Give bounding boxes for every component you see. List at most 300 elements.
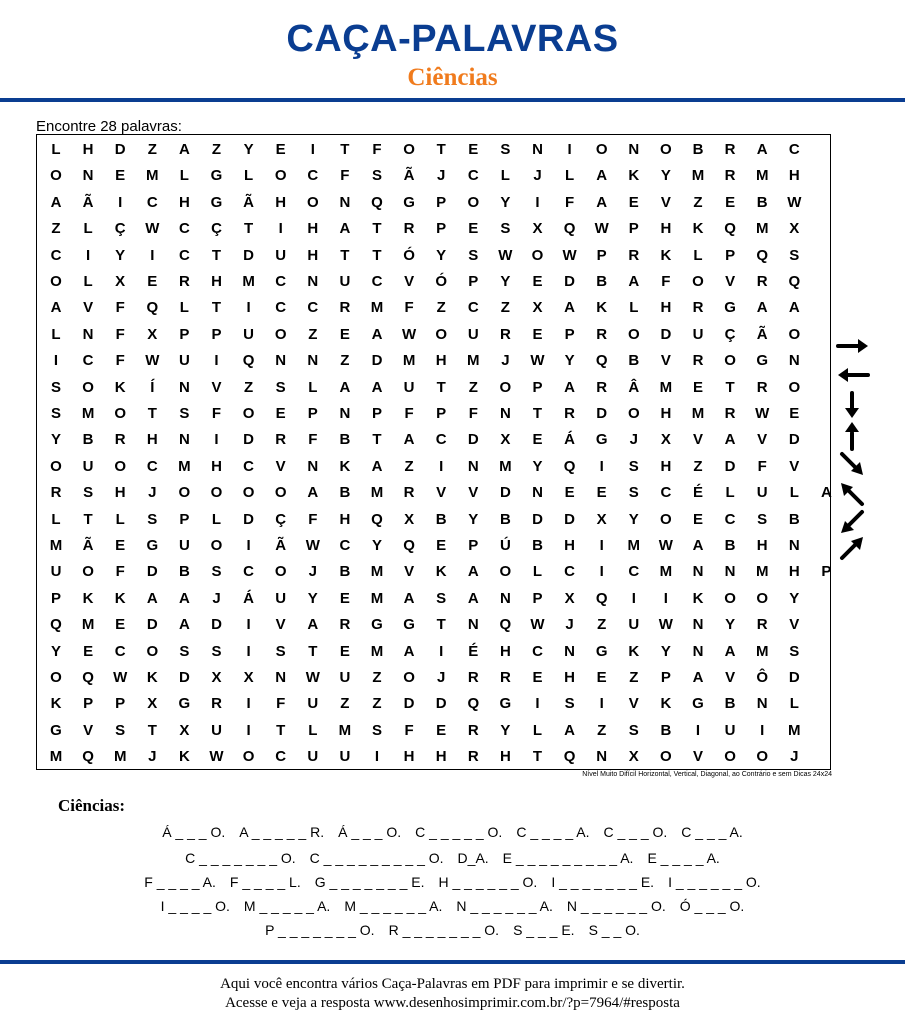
grid-letter: M: [49, 537, 63, 554]
clue-word: C _ _ _ O.: [603, 824, 668, 840]
grid-letter: B: [596, 273, 608, 290]
grid-letter: T: [372, 431, 382, 449]
page-title: CAÇA-PALAVRAS: [286, 18, 619, 60]
grid-letter: P: [596, 246, 607, 264]
grid-letter: E: [339, 325, 350, 343]
grid-letter: A: [820, 484, 832, 502]
grid-letter: O: [499, 378, 512, 396]
top-divider: [0, 98, 905, 102]
grid-letter: A: [403, 431, 415, 449]
grid-letter: O: [724, 589, 736, 607]
grid-letter: E: [532, 325, 543, 343]
grid-letter: Q: [724, 220, 736, 238]
grid-letter: R: [339, 616, 351, 634]
grid-letter: O: [724, 748, 736, 766]
grid-letter: L: [500, 167, 510, 185]
clue-word: Á _ _ _ O.: [162, 824, 226, 840]
grid-letter: G: [146, 537, 159, 554]
grid-letter: O: [756, 589, 769, 607]
grid-letter: H: [178, 193, 190, 211]
grid-letter: V: [692, 431, 703, 449]
grid-letter: A: [692, 669, 704, 686]
grid-letter: O: [435, 325, 448, 343]
grid-letter: C: [339, 537, 351, 554]
grid-letter: J: [437, 669, 446, 686]
grid-letter: H: [211, 273, 222, 290]
grid-letter: W: [562, 246, 577, 264]
grid-letter: A: [50, 193, 62, 211]
grid-letter: Y: [50, 642, 61, 660]
grid-letter: W: [755, 405, 770, 422]
grid-letter: B: [628, 352, 640, 370]
grid-letter: V: [436, 484, 447, 502]
grid-letter: G: [692, 695, 704, 713]
grid-letter: P: [468, 537, 479, 554]
grid-letter: G: [499, 695, 512, 713]
grid-letter: Z: [500, 299, 510, 317]
grid-letter: T: [532, 748, 543, 766]
grid-letter: P: [436, 405, 447, 422]
grid-letter: I: [278, 220, 283, 238]
clue-word: E _ _ _ _ _ _ _ _ _ A.: [502, 850, 634, 866]
clue-word: C _ _ _ _ _ _ _ _ _ O.: [309, 850, 444, 866]
grid-letter: W: [305, 669, 320, 686]
grid-letter: D: [211, 616, 222, 634]
grid-letter: K: [596, 299, 608, 317]
grid-letter: G: [595, 642, 608, 660]
grid-letter: Ç: [275, 510, 287, 528]
grid-letter: U: [403, 378, 415, 396]
grid-letter: D: [724, 457, 736, 475]
grid-letter: Y: [371, 537, 382, 554]
arrow-up-left-icon: [841, 483, 862, 504]
grid-letter: J: [790, 748, 799, 766]
grid-letter: A: [596, 167, 608, 185]
grid-letter: E: [468, 141, 479, 158]
grid-letter: C: [307, 299, 319, 317]
grid-letter: I: [695, 721, 701, 739]
grid-letter: V: [275, 457, 286, 475]
grid-letter: E: [275, 141, 286, 158]
grid-letter: U: [275, 589, 287, 607]
grid-letter: N: [564, 642, 576, 660]
grid-letter: K: [628, 167, 640, 185]
grid-letter: T: [436, 378, 446, 396]
grid-letter: N: [756, 695, 768, 713]
grid-letter: F: [115, 325, 125, 343]
grid-letter: F: [340, 167, 350, 185]
grid-letter: W: [145, 352, 160, 370]
grid-letter: A: [756, 299, 768, 317]
grid-letter: Ó: [435, 273, 448, 290]
grid-letter: A: [307, 616, 319, 634]
grid-letter: M: [755, 642, 769, 660]
grid-letter: T: [147, 405, 157, 422]
grid-letter: M: [659, 563, 673, 581]
grid-letter: T: [372, 220, 382, 238]
grid-letter: O: [403, 141, 415, 158]
grid-letter: E: [532, 669, 543, 686]
grid-letter: C: [467, 299, 479, 317]
grid-letter: S: [371, 721, 382, 739]
grid-letter: Ã: [756, 325, 768, 343]
grid-letter: A: [371, 378, 383, 396]
grid-letter: M: [402, 352, 416, 370]
grid-letter: Y: [500, 273, 511, 290]
grid-letter: D: [532, 510, 543, 528]
grid-letter: W: [113, 669, 128, 686]
arrow-down-right-icon: [842, 454, 863, 475]
grid-letter: N: [788, 537, 800, 554]
grid-letter: A: [628, 273, 640, 290]
grid-letter: N: [339, 193, 351, 211]
grid-letter: H: [660, 457, 672, 475]
grid-letter: P: [179, 510, 190, 528]
grid-letter: E: [147, 273, 158, 290]
grid-letter: Z: [597, 616, 607, 634]
grid-letter: H: [114, 484, 126, 502]
clue-word: C _ _ _ _ _ O.: [415, 824, 503, 840]
grid-letter: E: [275, 405, 286, 422]
grid-letter: M: [113, 748, 127, 766]
grid-letter: Ó: [403, 246, 415, 264]
grid-letter: S: [436, 589, 447, 607]
grid-letter: R: [403, 484, 415, 502]
grid-letter: E: [83, 642, 94, 660]
instruction-text: Encontre 28 palavras:: [36, 118, 182, 135]
grid-letter: E: [564, 484, 575, 502]
grid-letter: R: [756, 378, 768, 396]
grid-letter: N: [499, 405, 511, 422]
grid-letter: N: [692, 563, 704, 581]
grid-letter: A: [724, 642, 736, 660]
grid-letter: X: [628, 748, 639, 766]
grid-letter: F: [211, 405, 222, 422]
grid-letter: R: [596, 378, 608, 396]
grid-letter: Z: [51, 220, 61, 238]
grid-letter: H: [564, 669, 576, 686]
grid-letter: B: [499, 510, 511, 528]
grid-letter: O: [178, 484, 191, 502]
grid-letter: O: [660, 141, 672, 158]
grid-letter: Q: [403, 537, 415, 554]
bottom-divider: [0, 960, 905, 964]
grid-letter: O: [627, 405, 640, 422]
grid-letter: U: [339, 748, 351, 766]
grid-letter: O: [50, 457, 62, 475]
grid-letter: H: [146, 431, 158, 449]
grid-letter: Ã: [82, 537, 94, 554]
grid-letter: R: [467, 721, 479, 739]
grid-letter: Q: [499, 616, 512, 634]
grid-letter: I: [599, 695, 604, 713]
grid-letter: R: [564, 405, 576, 422]
grid-letter: P: [83, 695, 94, 713]
grid-letter: M: [659, 378, 673, 396]
clue-word: N _ _ _ _ _ _ O.: [566, 898, 666, 914]
grid-letter: M: [755, 563, 769, 581]
grid-letter: E: [339, 642, 350, 660]
grid-letter: P: [532, 378, 543, 396]
grid-letter: H: [435, 748, 447, 766]
grid-letter: P: [211, 325, 222, 343]
grid-letter: V: [725, 669, 736, 686]
grid-letter: N: [467, 457, 479, 475]
grid-letter: O: [724, 352, 736, 370]
grid-letter: É: [468, 642, 479, 660]
arrow-down-left-icon: [841, 512, 862, 533]
clue-word: R _ _ _ _ _ _ _ O.: [388, 922, 500, 938]
grid-letter: G: [371, 616, 383, 634]
grid-letter: Y: [243, 141, 254, 158]
word-search-grid: [36, 134, 831, 770]
grid-letter: L: [789, 484, 799, 502]
clue-word: S _ _ _ E.: [513, 922, 575, 938]
grid-letter: S: [468, 246, 479, 264]
grid-letter: C: [243, 457, 255, 475]
grid-letter: O: [788, 378, 801, 396]
grid-letter: N: [532, 484, 543, 502]
grid-letter: N: [499, 589, 511, 607]
grid-letter: A: [724, 431, 736, 449]
grid-letter: Y: [468, 510, 479, 528]
grid-letter: S: [179, 642, 190, 660]
clue-word: C _ _ _ _ A.: [516, 824, 590, 840]
grid-letter: S: [564, 695, 575, 713]
grid-letter: M: [370, 563, 384, 581]
grid-letter: H: [275, 193, 287, 211]
grid-letter: P: [179, 325, 190, 343]
grid-letter: Z: [308, 325, 318, 343]
grid-letter: O: [531, 246, 544, 264]
grid-letter: C: [178, 220, 190, 238]
grid-letter: O: [114, 457, 127, 475]
grid-letter: W: [530, 616, 545, 634]
grid-letter: K: [660, 246, 672, 264]
grid-letter: O: [692, 273, 704, 290]
grid-letter: V: [789, 616, 800, 634]
grid-letter: F: [372, 141, 382, 158]
grid-letter: E: [115, 167, 126, 185]
grid-letter: T: [436, 141, 446, 158]
grid-letter: K: [660, 695, 672, 713]
grid-letter: A: [371, 457, 383, 475]
grid-letter: M: [691, 167, 705, 185]
clue-word: I _ _ _ _ _ _ _ E.: [551, 874, 655, 890]
clue-word: D_A.: [457, 850, 489, 866]
grid-letter: Ú: [499, 537, 511, 554]
grid-letter: Q: [371, 193, 383, 211]
grid-letter: L: [211, 510, 222, 528]
grid-letter: O: [274, 325, 287, 343]
grid-letter: I: [599, 563, 604, 581]
grid-letter: E: [115, 616, 126, 634]
clue-row: [0, 850, 905, 866]
grid-letter: V: [404, 273, 415, 290]
grid-letter: S: [371, 167, 382, 185]
grid-letter: J: [565, 616, 574, 634]
arrow-left-icon: [838, 368, 868, 382]
grid-letter: U: [243, 325, 255, 343]
grid-letter: D: [788, 669, 800, 686]
clue-row: [0, 922, 905, 938]
grid-letter: S: [789, 246, 800, 264]
grid-letter: C: [628, 563, 640, 581]
grid-letter: F: [757, 457, 767, 475]
grid-letter: G: [178, 695, 191, 713]
grid-letter: W: [209, 748, 224, 766]
grid-letter: O: [467, 193, 480, 211]
grid-letter: N: [628, 141, 640, 158]
grid-letter: K: [339, 457, 351, 475]
grid-letter: V: [789, 457, 800, 475]
grid-letter: I: [246, 616, 251, 634]
grid-letter: P: [50, 589, 61, 607]
grid-letter: O: [50, 167, 62, 185]
grid-letter: G: [403, 193, 415, 211]
grid-letter: F: [308, 510, 318, 528]
grid-letter: F: [661, 273, 671, 290]
grid-letter: X: [115, 273, 126, 290]
grid-letter: R: [178, 273, 190, 290]
grid-letter: X: [596, 510, 607, 528]
grid-letter: Y: [628, 510, 639, 528]
grid-letter: U: [307, 748, 319, 766]
grid-letter: H: [211, 457, 222, 475]
grid-letter: Y: [564, 352, 575, 370]
grid-letter: S: [50, 405, 61, 422]
grid-letter: O: [499, 563, 512, 581]
grid-letter: Q: [82, 669, 94, 686]
grid-letter: Q: [563, 457, 576, 475]
grid-letter: A: [178, 589, 190, 607]
grid-letter: L: [83, 273, 93, 290]
grid-letter: Z: [404, 457, 414, 475]
grid-letter: D: [435, 695, 447, 713]
grid-letter: D: [499, 484, 511, 502]
grid-letter: L: [179, 167, 189, 185]
grid-letter: M: [370, 589, 384, 607]
grid-letter: U: [628, 616, 640, 634]
grid-letter: R: [403, 220, 415, 238]
clues-title: Ciências:: [58, 796, 126, 815]
grid-letter: H: [788, 167, 800, 185]
grid-letter: S: [83, 484, 94, 502]
arrow-up-right-icon: [842, 537, 863, 558]
grid-letter: M: [755, 220, 769, 238]
grid-letter: C: [724, 510, 736, 528]
grid-letter: L: [51, 141, 61, 158]
grid-letter: Ã: [275, 537, 287, 554]
grid-letter: F: [308, 431, 318, 449]
grid-letter: R: [467, 669, 479, 686]
grid-letter: R: [724, 405, 736, 422]
grid-letter: K: [82, 589, 94, 607]
grid-letter: E: [436, 537, 447, 554]
grid-letter: Y: [725, 616, 736, 634]
grid-letter: S: [628, 721, 639, 739]
grid-letter: W: [787, 193, 802, 211]
grid-letter: I: [118, 193, 123, 211]
grid-letter: O: [788, 325, 801, 343]
grid-letter: H: [339, 510, 351, 528]
grid-letter: O: [306, 193, 319, 211]
grid-letter: M: [370, 642, 384, 660]
clue-row: [0, 824, 905, 840]
grid-letter: H: [403, 748, 415, 766]
grid-letter: X: [211, 669, 222, 686]
grid-letter: R: [467, 748, 479, 766]
grid-letter: H: [499, 748, 511, 766]
clue-word: C _ _ _ _ _ _ _ O.: [185, 850, 296, 866]
grid-letter: Á: [564, 431, 576, 449]
grid-letter: N: [339, 405, 351, 422]
grid-letter: D: [564, 273, 576, 290]
grid-letter: Q: [50, 616, 62, 634]
grid-letter: F: [404, 299, 414, 317]
grid-letter: X: [660, 431, 671, 449]
grid-letter: I: [599, 537, 604, 554]
difficulty-note: Nível Muito Difícil Horizontal, Vertical, Diagonal, ao Contrário e sem Dicas 24x24: [582, 771, 832, 778]
grid-letter: D: [403, 695, 415, 713]
grid-letter: L: [308, 378, 318, 396]
grid-letter: S: [628, 457, 639, 475]
grid-letter: V: [211, 378, 222, 396]
grid-letter: O: [146, 642, 159, 660]
grid-letter: R: [628, 246, 640, 264]
grid-letter: Z: [340, 352, 350, 370]
grid-letter: R: [114, 431, 126, 449]
grid-letter: O: [210, 537, 223, 554]
grid-letter: E: [468, 220, 479, 238]
grid-letter: P: [660, 669, 671, 686]
grid-letter: J: [533, 167, 542, 185]
grid-letter: Q: [371, 510, 383, 528]
grid-letter: A: [564, 721, 576, 739]
clue-word: C _ _ _ A.: [681, 824, 743, 840]
grid-letter: Z: [629, 669, 639, 686]
grid-letter: O: [50, 669, 62, 686]
grid-letter: L: [51, 510, 61, 528]
grid-letter: R: [756, 616, 768, 634]
grid-letter: Í: [150, 378, 155, 396]
grid-letter: S: [500, 220, 511, 238]
grid-letter: Y: [500, 721, 511, 739]
grid-letter: C: [564, 563, 576, 581]
grid-letter: O: [660, 748, 672, 766]
grid-letter: Z: [372, 695, 382, 713]
grid-letter: A: [403, 642, 415, 660]
grid-letter: I: [663, 589, 668, 607]
grid-letter: M: [178, 457, 191, 475]
grid-letter: F: [115, 299, 125, 317]
grid-letter: P: [532, 589, 543, 607]
grid-letter: X: [404, 510, 415, 528]
grid-letter: B: [339, 431, 351, 449]
grid-letter: A: [467, 589, 479, 607]
grid-letter: T: [211, 299, 222, 317]
grid-letter: F: [115, 352, 125, 370]
grid-letter: H: [564, 537, 576, 554]
grid-letter: Á: [243, 589, 255, 607]
grid-letter: I: [214, 352, 219, 370]
grid-letter: V: [725, 273, 736, 290]
grid-letter: M: [81, 616, 95, 634]
grid-letter: U: [50, 563, 62, 581]
grid-letter: P: [564, 325, 575, 343]
grid-letter: Z: [244, 378, 254, 396]
grid-letter: H: [756, 537, 768, 554]
